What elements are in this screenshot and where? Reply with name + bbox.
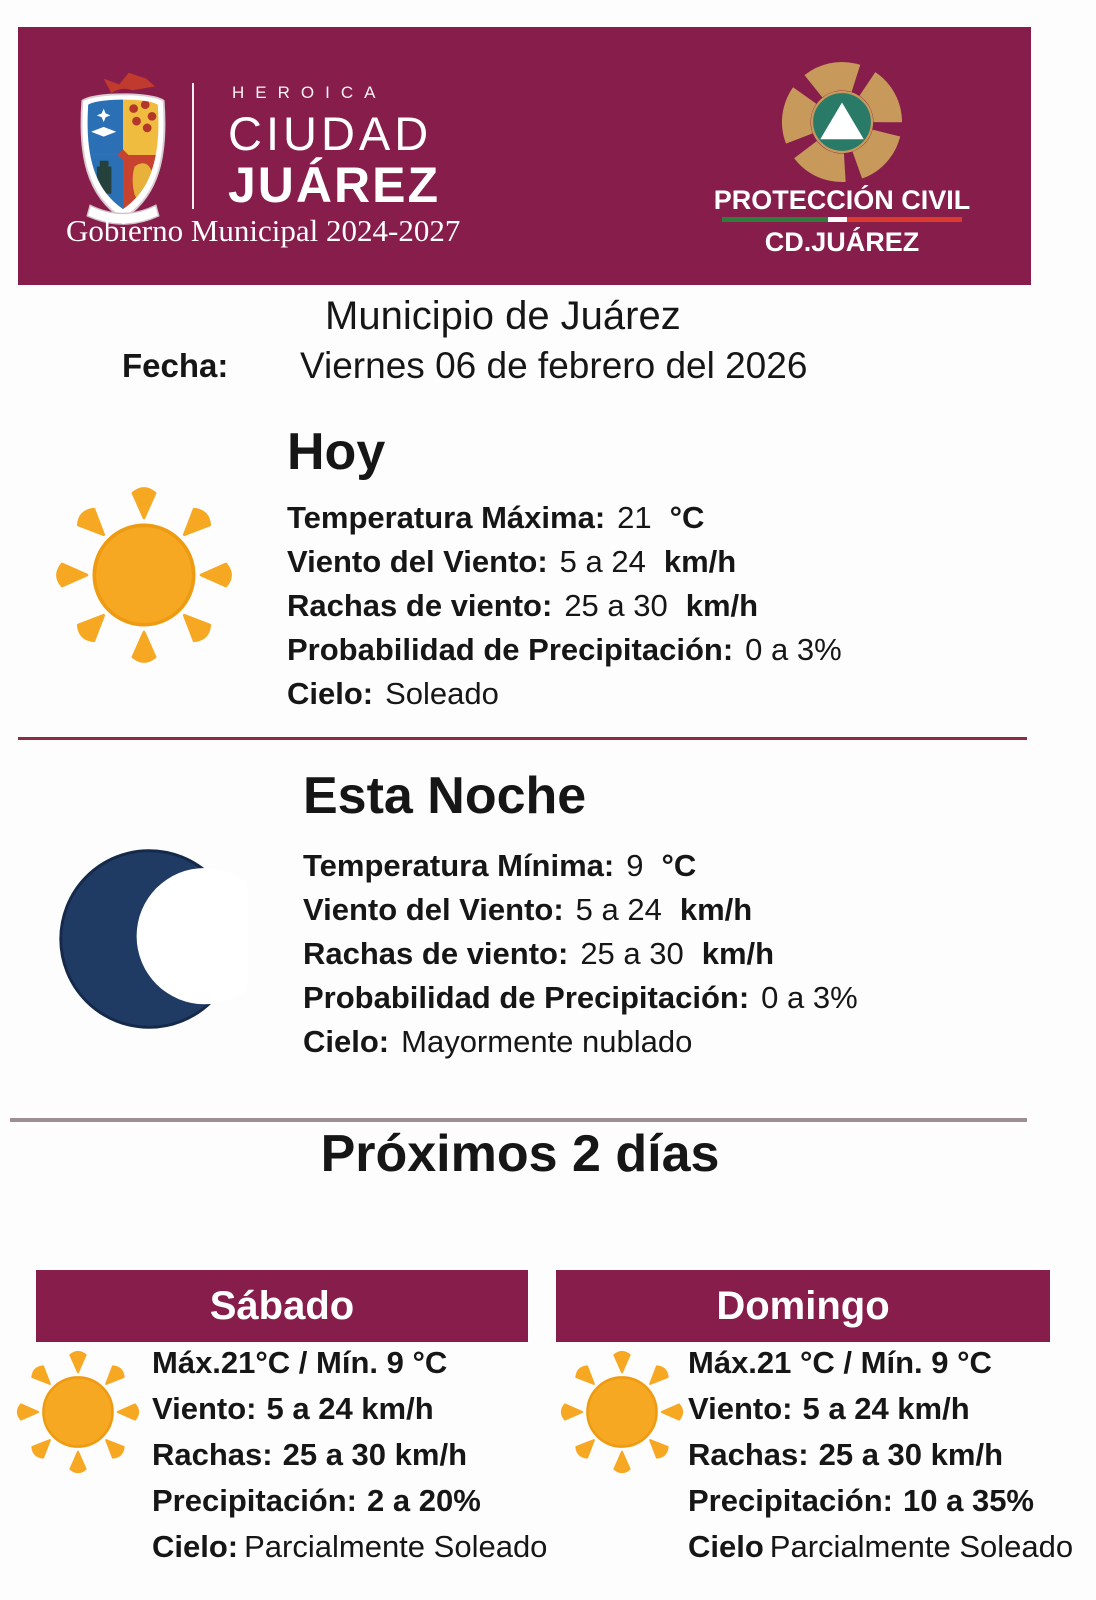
row-suffix: °C: [669, 500, 705, 535]
tonight-section-title: Esta Noche: [303, 767, 587, 825]
proteccion-civil-title: PROTECCIÓN CIVIL: [713, 185, 971, 215]
flag-red-segment: [847, 217, 962, 222]
sunday-sky-line: [688, 1524, 1073, 1570]
moon-icon: [55, 843, 247, 1035]
row-value: 9: [626, 848, 644, 883]
row-label: Viento:: [688, 1391, 793, 1426]
row-label: Temperatura Máxima:: [287, 500, 606, 535]
temp-range: Máx.21°C / Mín. 9 °C: [152, 1345, 448, 1380]
fecha-label: Fecha:: [122, 347, 229, 384]
sunday-label: Domingo: [716, 1283, 890, 1328]
today-row-sky: [287, 672, 842, 716]
saturday-temp-line: [152, 1340, 547, 1386]
row-label: Probabilidad de Precipitación:: [287, 632, 734, 667]
sunday-wind-line: [688, 1386, 1073, 1432]
sun-icon: [558, 1348, 686, 1476]
row-suffix: km/h: [701, 936, 775, 971]
sun-icon: [14, 1348, 142, 1476]
row-label: Precipitación:: [688, 1483, 893, 1518]
today-row-precip: [287, 628, 842, 672]
row-suffix: km/h: [663, 544, 737, 579]
forecast-section-title: Próximos 2 días: [320, 1125, 720, 1183]
sunday-header-bar: [556, 1270, 1050, 1342]
row-value: 5 a 24 km/h: [266, 1391, 434, 1426]
tonight-row-wind: [303, 888, 858, 932]
banner-divider: [192, 83, 194, 209]
row-label: Cielo:: [303, 1024, 390, 1059]
row-label: Viento:: [152, 1391, 257, 1426]
temp-range: Máx.21 °C / Mín. 9 °C: [688, 1345, 992, 1380]
row-label: Rachas de viento:: [303, 936, 569, 971]
row-value: 25 a 30 km/h: [818, 1437, 1004, 1472]
proteccion-civil-logo-icon: [767, 47, 917, 197]
row-value: 25 a 30: [580, 936, 684, 971]
row-value: Parcialmente Soleado: [244, 1529, 548, 1564]
row-value: 25 a 30 km/h: [282, 1437, 468, 1472]
juarez-label: JUÁREZ: [228, 157, 441, 214]
row-value: 21: [617, 500, 652, 535]
saturday-precip-line: [152, 1478, 547, 1524]
tonight-rows: [303, 844, 858, 1064]
saturday-sky-line: [152, 1524, 547, 1570]
saturday-details: [152, 1340, 547, 1570]
row-label: Viento del Viento:: [303, 892, 564, 927]
row-label: Probabilidad de Precipitación:: [303, 980, 750, 1015]
row-value: 10 a 35%: [903, 1483, 1034, 1518]
sun-icon: [52, 483, 236, 667]
tonight-row-gusts: [303, 932, 858, 976]
row-label: Cielo:: [152, 1529, 239, 1564]
mexico-flag-line: [722, 217, 962, 222]
flag-white-segment: [828, 217, 847, 222]
row-value: 2 a 20%: [367, 1483, 481, 1518]
ciudad-label: CIUDAD: [228, 107, 433, 160]
saturday-gusts-line: [152, 1432, 547, 1478]
row-label: Cielo:: [287, 676, 374, 711]
row-value: 5 a 24: [559, 544, 646, 579]
sunday-gusts-line: [688, 1432, 1073, 1478]
today-row-gusts: [287, 584, 842, 628]
sunday-temp-line: [688, 1340, 1073, 1386]
heroica-label: HEROICA: [232, 83, 387, 102]
tonight-row-temp-min: [303, 844, 858, 888]
row-value: Soleado: [385, 676, 499, 711]
section-divider-gray: [10, 1118, 1027, 1122]
row-label: Cielo: [688, 1529, 764, 1564]
tonight-row-sky: [303, 1020, 858, 1064]
proteccion-civil-group: [682, 27, 1002, 285]
city-wordmark: [228, 83, 441, 214]
gobierno-municipal-label: Gobierno Municipal 2024-2027: [66, 213, 461, 248]
header-banner: [18, 27, 1031, 285]
fecha-value: Viernes 06 de febrero del 2026: [300, 345, 808, 386]
today-row-wind: [287, 540, 842, 584]
today-rows: [287, 496, 842, 716]
row-value: 0 a 3%: [761, 980, 858, 1015]
flag-green-segment: [722, 217, 828, 222]
row-value: Mayormente nublado: [401, 1024, 693, 1059]
row-suffix: km/h: [679, 892, 753, 927]
row-value: 5 a 24 km/h: [802, 1391, 970, 1426]
row-label: Viento del Viento:: [287, 544, 548, 579]
sunday-details: [688, 1340, 1073, 1570]
row-value: Parcialmente Soleado: [769, 1529, 1074, 1564]
tonight-row-precip: [303, 976, 858, 1020]
sunday-precip-line: [688, 1478, 1073, 1524]
page-title: Municipio de Juárez: [325, 294, 681, 338]
row-value: 25 a 30: [564, 588, 668, 623]
row-label: Rachas:: [152, 1437, 273, 1472]
saturday-label: Sábado: [209, 1283, 355, 1328]
today-row-temp-max: [287, 496, 842, 540]
row-value: 5 a 24: [575, 892, 662, 927]
saturday-wind-line: [152, 1386, 547, 1432]
row-suffix: °C: [661, 848, 697, 883]
cd-juarez-label: CD.JUÁREZ: [764, 227, 920, 257]
row-label: Precipitación:: [152, 1483, 357, 1518]
row-label: Temperatura Mínima:: [303, 848, 615, 883]
saturday-header-bar: [36, 1270, 528, 1342]
row-label: Rachas de viento:: [287, 588, 553, 623]
row-label: Rachas:: [688, 1437, 809, 1472]
today-section-title: Hoy: [287, 423, 386, 481]
section-divider-red: [18, 737, 1027, 740]
row-suffix: km/h: [685, 588, 759, 623]
row-value: 0 a 3%: [745, 632, 842, 667]
